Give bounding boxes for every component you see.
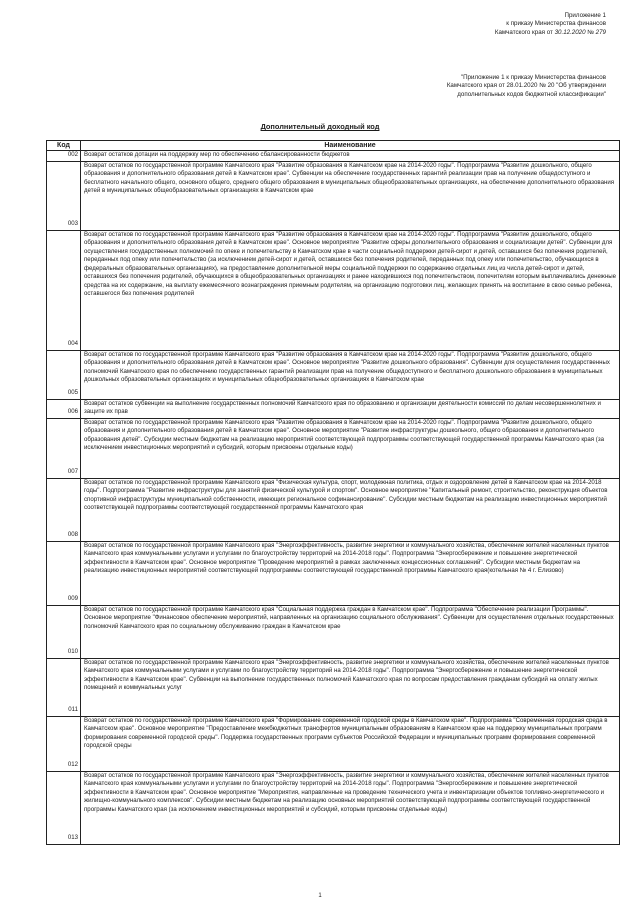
table-row — [47, 541, 620, 605]
row-text: Возврат остатков по государственной программе Камчатского края "Развитие образования в Камчатском крае на 2014-2020 годы". Подпрограмма "Развитие дошкольного, общего образования и дополнительного образования детей в Камчатском крае". Основное мероприятие "Развитие дошкольного образования". Субвенции для осуществления государственных полномочий Камчатского края по обеспечению государственных гарантий реализации прав на получение общедоступного и бесплатного дошкольного образования в муниципальных дошкольных образовательных организациях и муниципальных общеобразовательных организациях в Камчатском крае — [81, 350, 620, 399]
row-text: Возврат остатков по государственной программе Камчатского края "Энергоэффективность, развитие энергетики и коммунального хозяйства, обеспечение жителей населенных пунктов Камчатского края коммунальными услугами и услугами по благоустройству территорий на 2014-2018 годы". Подпрограмма "Энергосбережение и повышение энергетической эффективности в Камчатском крае". Основное мероприятие "Проведение мероприятий в рамках заключенных концессионных соглашений". Субсидии местным бюджетам на реализацию инвестиционных мероприятий соответствующей подпрограммы соответствующей государственной программы Камчатского края(котельная № 4 г. Елизово) — [81, 541, 620, 605]
prior-appendix-header — [447, 74, 606, 99]
table-row — [47, 230, 620, 350]
appendix-line-1: Приложение 1 — [564, 12, 606, 19]
signed-date: 30.12.2020 — [554, 28, 586, 36]
prior-appendix-line-3: дополнительных кодов бюджетной классификации" — [457, 90, 606, 98]
row-text: Возврат остатков по государственной программе Камчатского края "Социальная поддержка граждан в Камчатском крае". Подпрограмма "Обеспечение реализации Программы". Основное мероприятие "Финансовое обеспечение мероприятий, направленных на организацию социального обслуживания". Субвенции для осуществления отдельных государственных полномочий Камчатского края по социальному обслуживанию граждан в Камчатском крае — [81, 605, 620, 658]
row-code: 005 — [47, 350, 81, 399]
table-row — [47, 716, 620, 771]
table-row — [47, 399, 620, 418]
codes-table — [46, 140, 620, 845]
table-row — [47, 771, 620, 844]
row-text: Возврат остатков по государственной программе Камчатского края "Развитие образования в Камчатском крае на 2014-2020 годы". Подпрограмма "Развитие дошкольного, общего образования и дополнительного образования детей в Камчатском крае". Основное мероприятие "Развитие сферы дополнительного образования и социализации детей". Субвенции для осуществления государственных полномочий по опеке и попечительству в Камчатском крае в части социальной поддержки детей-сирот и детей, оставшихся без попечения родителей, переданных под опеку или попечительство (за исключением детей-сирот и детей, оставшихся без попечения родителей, переданных под опеку или попечительство, обучающихся в федеральных образовательных организациях), на предоставление дополнительной меры социальной поддержки по содержанию отдельных лиц из числа детей-сирот и детей, оставшихся без попечения родителей, обучающихся в общеобразовательных организациях и ранее находившихся под попечительством, попечителям которым выплачивались денежные средства на их содержание, на выплату ежемесячного вознаграждения приемным родителям, на организацию подготовки лиц, желающих принять на воспитание в свою семью ребенка, оставшегося без попечения родителей — [81, 230, 620, 350]
row-text: Возврат остатков субвенции на выполнение государственных полномочий Камчатского края по образованию и организации деятельности комиссий по делам несовершеннолетних и защите их прав — [81, 399, 620, 418]
row-code: 009 — [47, 541, 81, 605]
appendix-line-3: Камчатского края от — [494, 28, 553, 36]
prior-appendix-line-1: "Приложение 1 к приказу Министерства финансов — [460, 74, 606, 81]
row-code: 006 — [47, 399, 81, 418]
table-header-row — [47, 141, 620, 151]
prior-appendix-line-2: Камчатского края от 28.01.2020 № 20 "Об утверждении — [446, 82, 606, 90]
row-code: 011 — [47, 658, 81, 716]
column-header-name: Наименование — [81, 141, 620, 151]
row-code: 003 — [47, 161, 81, 230]
row-code: 008 — [47, 478, 81, 541]
column-header-code: Код — [47, 141, 81, 151]
appendix-header — [495, 12, 606, 37]
row-code: 013 — [47, 771, 81, 844]
table-row — [47, 658, 620, 716]
table-row — [47, 478, 620, 541]
row-text: Возврат остатков по государственной программе Камчатского края "Развитие образования в Камчатском крае на 2014-2020 годы". Подпрограмма "Развитие дошкольного, общего образования и дополнительного образования детей в Камчатском крае". Субвенции на обеспечение государственных гарантий реализации прав на получение общедоступного и бесплатного начального общего, основного общего, среднего общего образования в муниципальных общеобразовательных организациях, на обеспечение дополнительного образования детей в муниципальных общеобразовательных организациях в Камчатском крае — [81, 161, 620, 230]
number-label: № — [587, 28, 594, 36]
row-text: Возврат остатков дотации на поддержку мер по обеспечению сбалансированности бюджетов — [81, 151, 620, 162]
row-code: 004 — [47, 230, 81, 350]
table-row — [47, 151, 620, 162]
page-number: 1 — [318, 893, 322, 899]
table-row — [47, 605, 620, 658]
row-code: 007 — [47, 418, 81, 478]
table-row — [47, 418, 620, 478]
signed-number: 279 — [595, 28, 606, 36]
table-row — [47, 350, 620, 399]
row-code: 002 — [47, 151, 81, 162]
document-title: Дополнительный доходный код — [260, 122, 380, 131]
row-code: 012 — [47, 716, 81, 771]
row-text: Возврат остатков по государственной программе Камчатского края "Физическая культура, спорт, молодежная политика, отдых и оздоровление детей в Камчатском крае на 2014-2018 годы". Подпрограмма "Развитие инфраструктуры для занятий физической культурой и спортом". Основное мероприятие "Капитальный ремонт, строительство, реконструкция объектов спортивной инфраструктуры муниципальной собственности, имеющих региональное софинансирование". Субсидии местным бюджетам на реализацию инвестиционных мероприятий соответствующей подпрограммы соответствующей государственной программы Камчатского края — [81, 478, 620, 541]
row-text: Возврат остатков по государственной программе Камчатского края "Энергоэффективность, развитие энергетики и коммунального хозяйства, обеспечение жителей населенных пунктов Камчатского края коммунальными услугами и услугами по благоустройству территорий на 2014-2018 годы". Подпрограмма "Энергосбережение и повышение энергетической эффективности в Камчатском крае". Субвенции на выполнение государственных полномочий Камчатского края по вопросам предоставления гражданам субсидий на оплату жилых помещений и коммунальных услуг — [81, 658, 620, 716]
row-text: Возврат остатков по государственной программе Камчатского края "Формирование современной городской среды в Камчатском крае". Подпрограмма "Современная городская среда в Камчатском крае". Основное мероприятие "Предоставление межбюджетных трансфертов муниципальным образованиям в Камчатском крае на поддержку муниципальных программ формирования современной городской среды". Поддержка государственных программ субъектов Российской Федерации и муниципальных программ формирования современной городской среды — [81, 716, 620, 771]
row-text: Возврат остатков по государственной программе Камчатского края "Энергоэффективность, развитие энергетики и коммунального хозяйства, обеспечение жителей населенных пунктов Камчатского края коммунальными услугами и услугами по благоустройству территорий на 2014-2018 годы". Подпрограмма "Энергосбережение и повышение энергетической эффективности в Камчатском крае". Основное мероприятие "Мероприятия, направленные на проведение технического учета и инвентаризации объектов топливно-энергетического и жилищно-коммунального комплексов". Субсидии местным бюджетам на реализацию основных мероприятий соответствующей подпрограммы соответствующей государственной программы Камчатского края (за исключением инвестиционных мероприятий и субсидий, которым присвоены отдельные коды) — [81, 771, 620, 844]
appendix-line-2: к приказу Министерства финансов — [506, 20, 606, 28]
row-text: Возврат остатков по государственной программе Камчатского края "Развитие образования в Камчатском крае на 2014-2020 годы". Подпрограмма "Развитие дошкольного, общего образования и дополнительного образования детей в Камчатском крае". Основное мероприятие "Развитие инфраструктуры дошкольного, общего образования и дополнительного образования детей". Субсидии местным бюджетам на реализацию мероприятий соответствующей подпрограммы соответствующей государственной программы Камчатского края (за исключением инвестиционных мероприятий и субсидий, которым присвоены отдельные коды) — [81, 418, 620, 478]
table-row — [47, 161, 620, 230]
row-code: 010 — [47, 605, 81, 658]
